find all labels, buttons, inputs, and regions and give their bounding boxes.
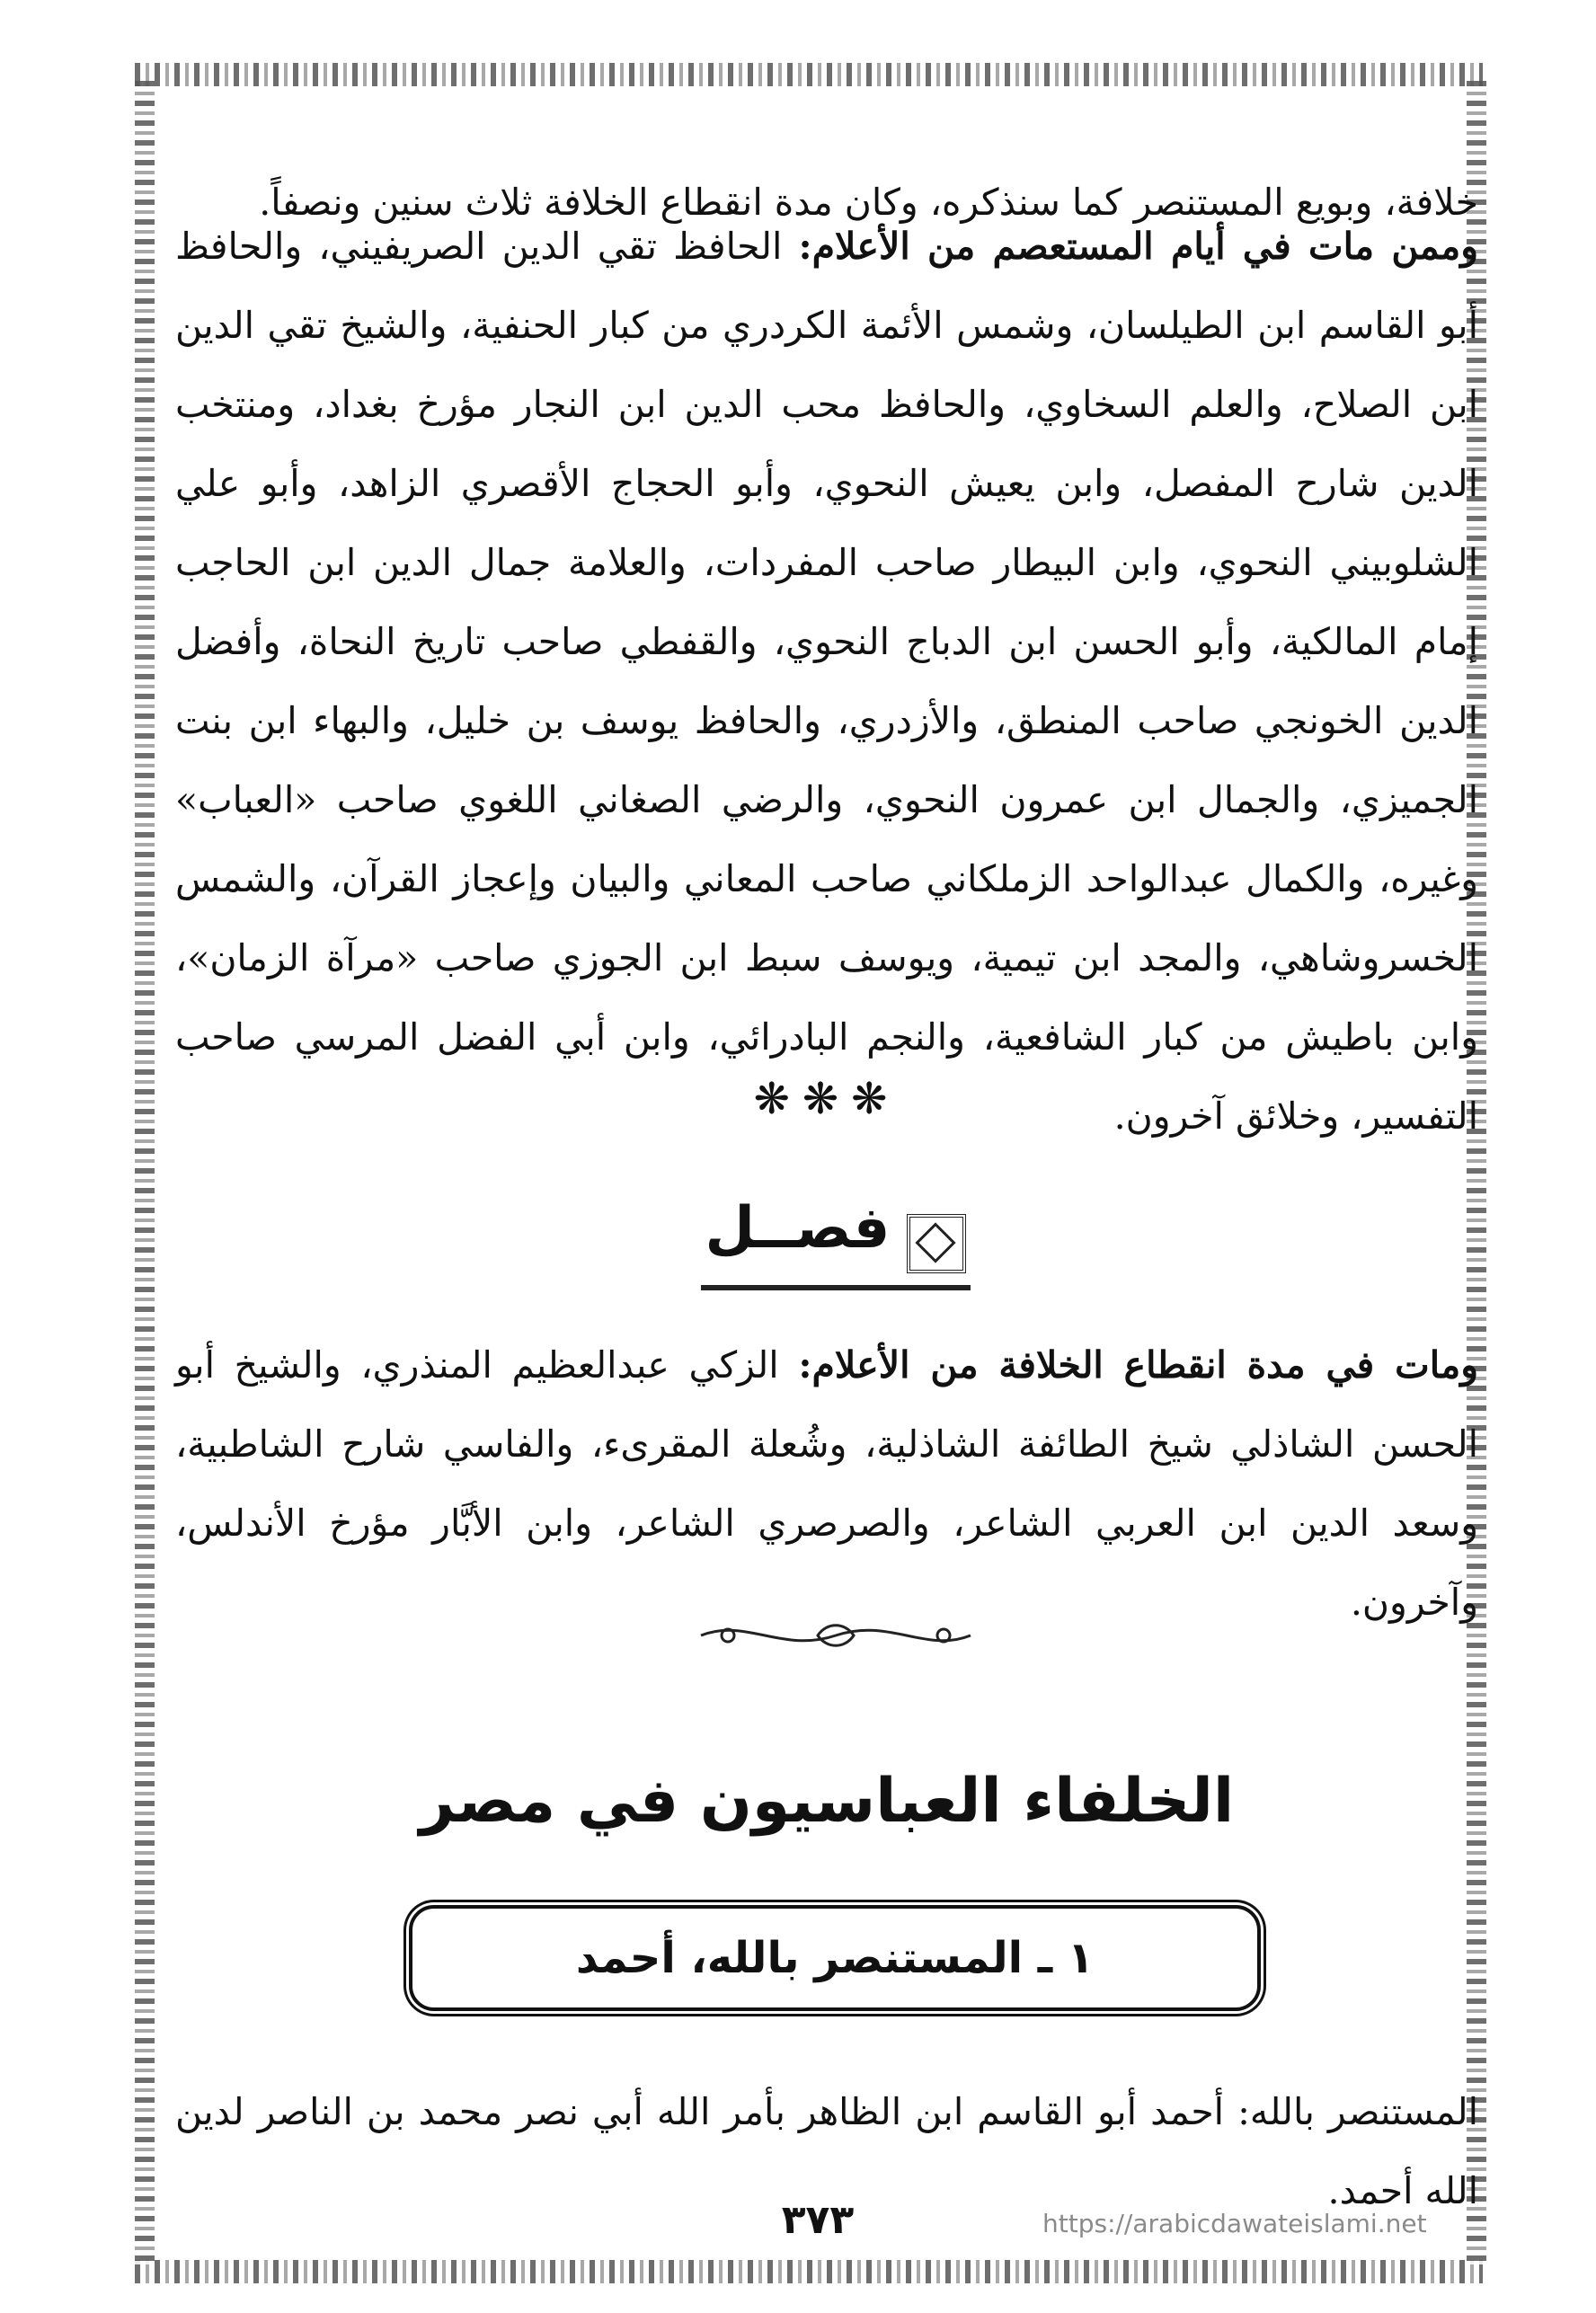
paragraph-notables-interregnum	[175, 1325, 1478, 1642]
caliph-heading: ١ ـ المستنصر بالله، أحمد	[575, 1933, 1095, 1983]
ornament-divider-icon	[692, 1608, 980, 1662]
fasl-underline	[701, 1285, 971, 1290]
paragraph-text: خلافة، وبويع المستنصر كما سنذكره، وكان مدة انقطاع الخلافة ثلاث سنين ونصفاً.	[259, 181, 1478, 224]
paragraph-text: المستنصر بالله: أحمد أبو القاسم ابن الظاهر بأمر الله أبي نصر محمد بن الناصر لدين الله أحمد.	[175, 2090, 1478, 2212]
paragraph-lead: وممن مات في أيام المستعصم من الأعلام:	[798, 225, 1479, 268]
paragraph-lead: ومات في مدة انقطاع الخلافة من الأعلام:	[798, 1343, 1478, 1387]
caliph-heading-box	[409, 1905, 1261, 2011]
page-number: ٣٧٣	[781, 2197, 855, 2243]
paragraph-notables-mustasim	[175, 207, 1478, 1156]
stars-separator: ❋❋❋	[753, 1074, 900, 1124]
section-title: الخلفاء العباسيون في مصر	[419, 1766, 1235, 1837]
decorative-border-left	[135, 81, 155, 2264]
paragraph-body: الزكي عبدالعظيم المنذري، والشيخ أبو الحسن الشاذلي شيخ الطائفة الشاذلية، وشُعلة المقرىء، والفاسي شارح الشاطبية، وسعد الدين ابن العربي الشاعر، والصرصري الشاعر، وابن الأبَّار مؤرخ الأندلس، وآخرون.	[175, 1343, 1478, 1624]
watermark-url: https://arabicdawateislami.net	[1042, 2209, 1427, 2238]
decorative-border-top	[135, 63, 1483, 86]
ornament-square-icon	[907, 1214, 966, 1273]
fasl-title: فصــل	[705, 1195, 891, 1262]
paragraph-body: الحافظ تقي الدين الصريفيني، والحافظ أبو القاسم ابن الطيلسان، وشمس الأئمة الكردري من كبار الحنفية، والشيخ تقي الدين ابن الصلاح، والعلم السخاوي، والحافظ محب الدين ابن النجار مؤرخ بغداد، ومنتخب الدين شارح المفصل، وابن يعيش النحوي، وأبو الحجاج الأقصري الزاهد، وأبو علي الشلوبيني النحوي، وابن البيطار صاحب المفردات، والعلامة جمال الدين ابن الحاجب إمام المالكية، وأبو الحسن ابن الدباج النحوي، والقفطي صاحب تاريخ النحاة، وأفضل الدين الخونجي صاحب المنطق، والأزدري، والحافظ يوسف بن خليل، والبهاء ابن بنت الجميزي، والجمال ابن عمرون النحوي، والرضي الصغاني اللغوي صاحب «العباب» وغيره، والكمال عبدالواحد الزملكاني صاحب المعاني والبيان وإعجاز القرآن، والشمس الخسروشاهي، والمجد ابن تيمية، ويوسف سبط ابن الجوزي صاحب «مرآة الزمان»، وابن باطيش من كبار الشافعية، والنجم البادرائي، وابن أبي الفضل المرسي صاحب التفسير، وخلائق آخرون.	[175, 225, 1478, 1138]
